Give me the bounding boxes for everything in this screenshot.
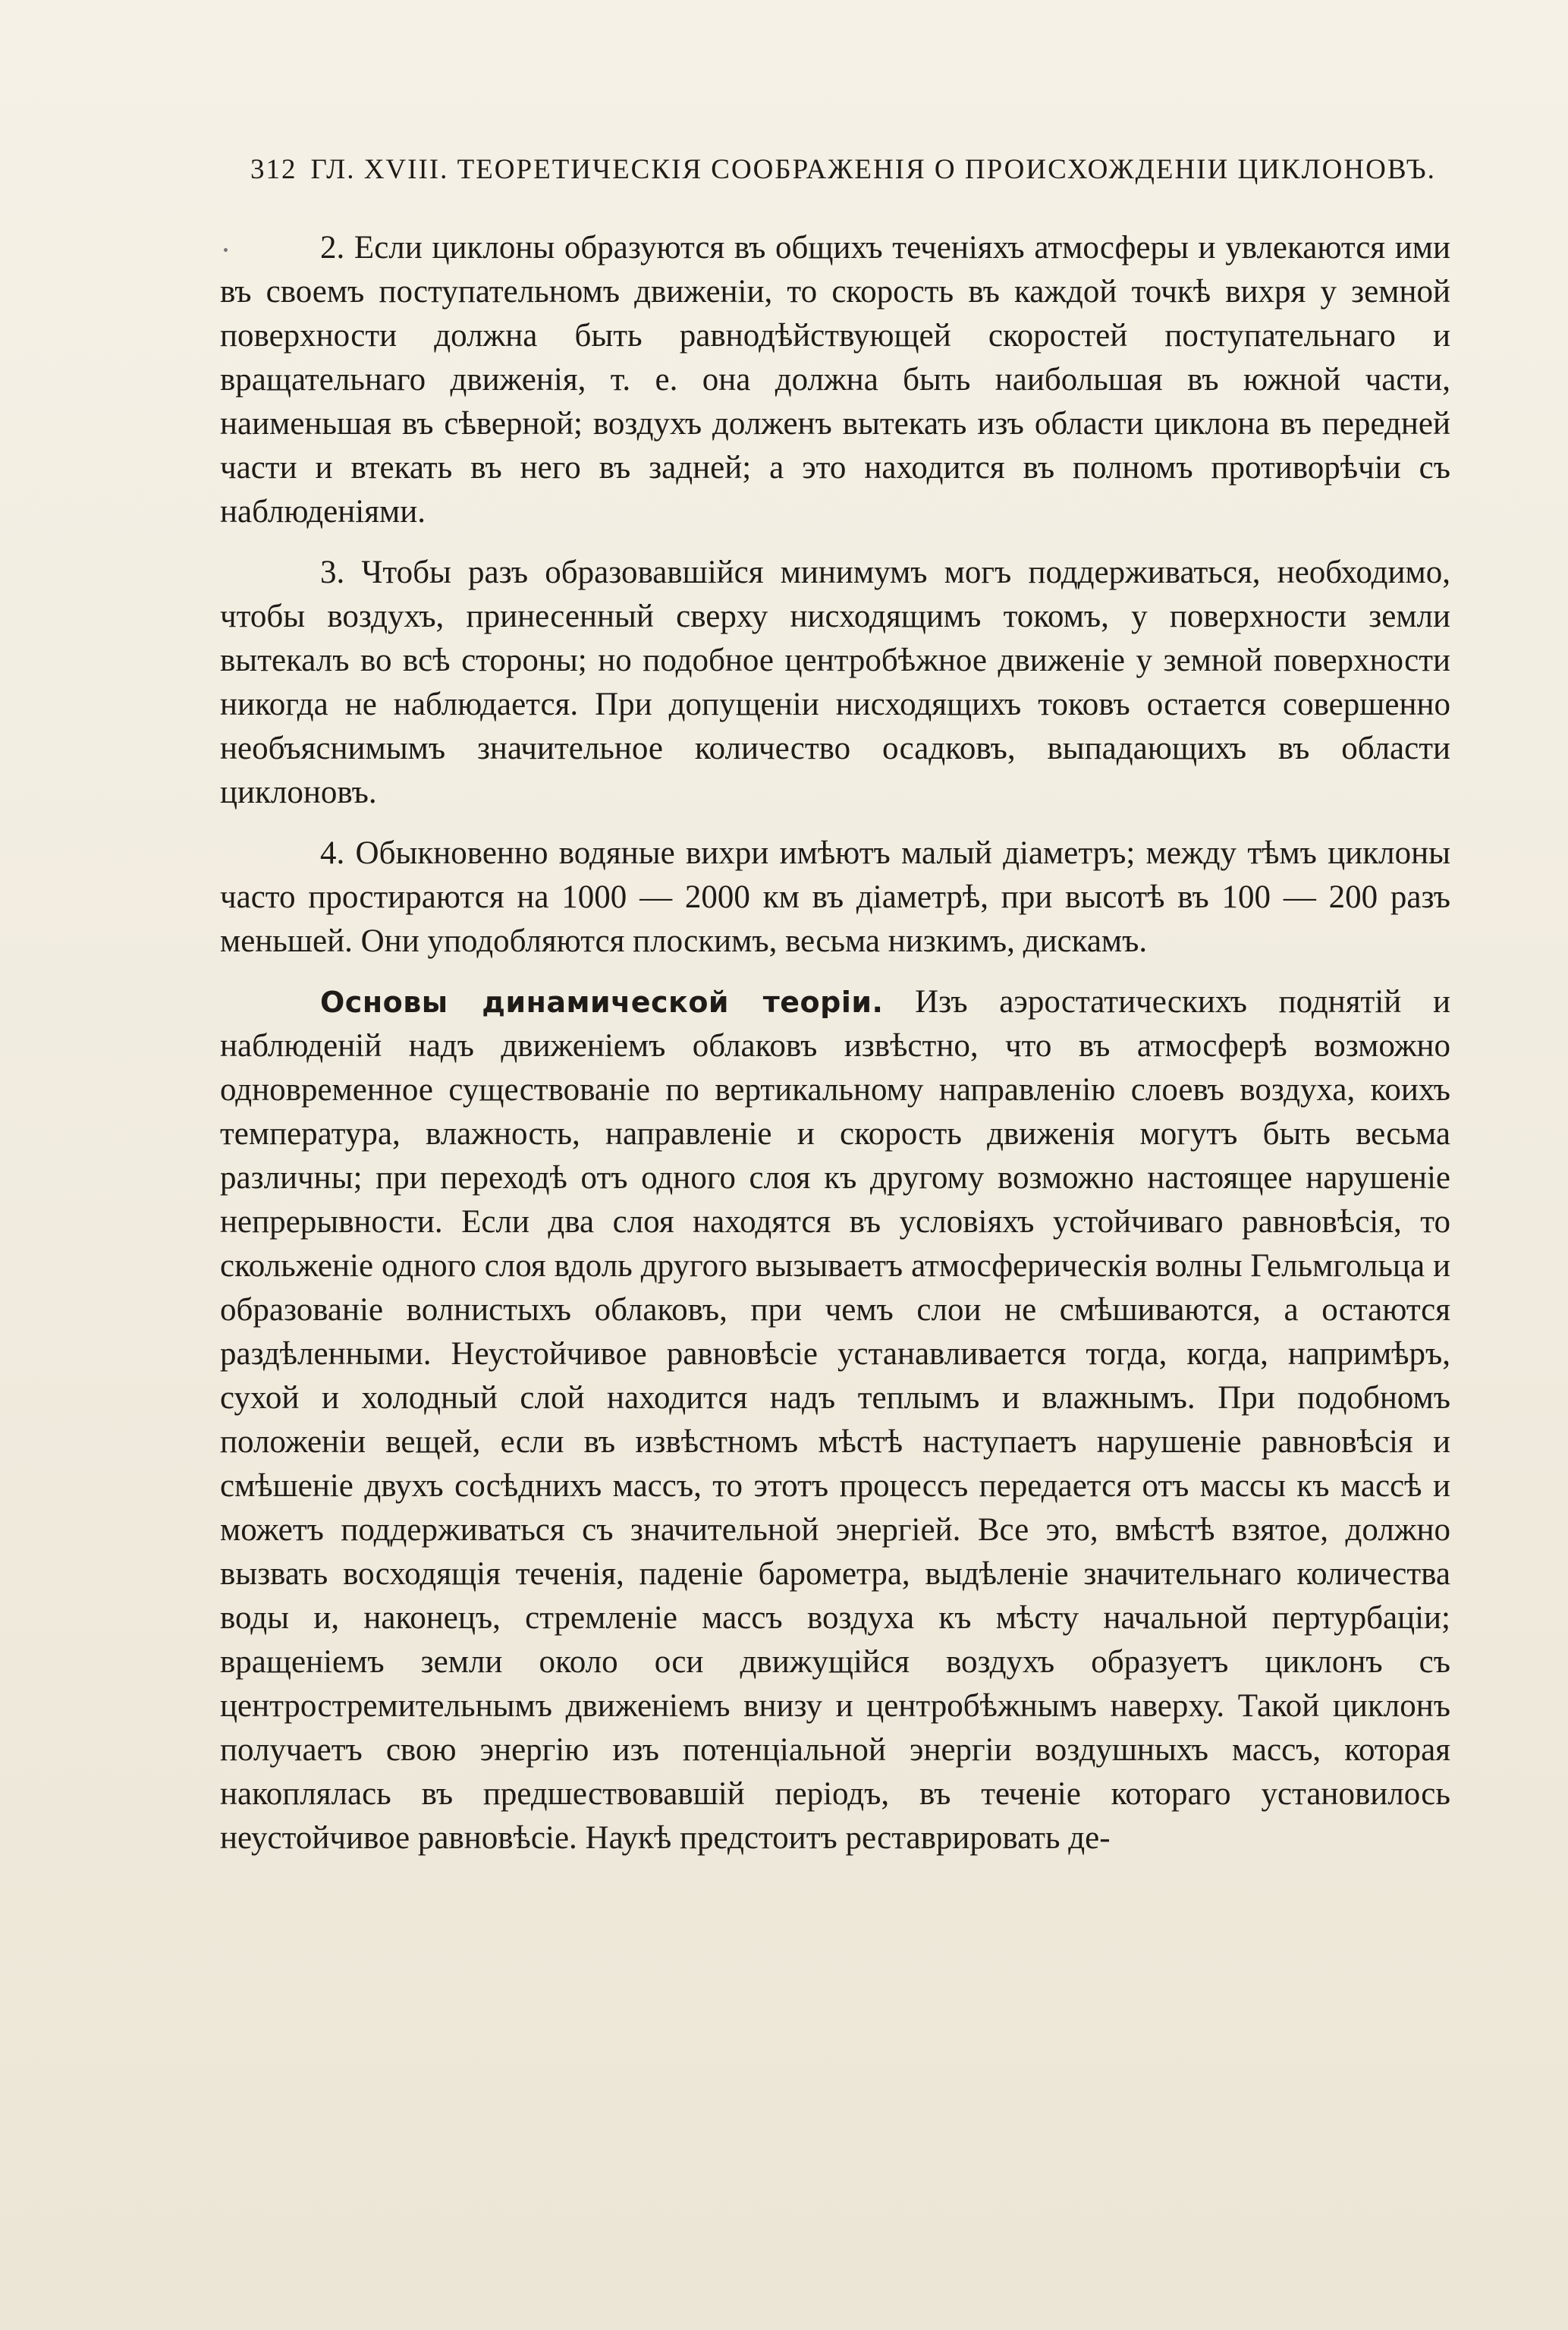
paragraph (220, 226, 1450, 534)
running-header (250, 152, 1460, 188)
paragraph (220, 980, 1450, 1860)
section-heading: Основы динамической теоріи. (320, 986, 884, 1019)
page-number: 312 (250, 154, 297, 185)
paragraph-text: 4. Обыкновенно водяные вихри имѣютъ малый діаметръ; между тѣмъ циклоны часто простираются на 1000 — 2000 км въ діаметрѣ, при высотѣ въ 100 — 200 разъ меньшей. Они уподобляются плоскимъ, весьма низкимъ, дискамъ. (220, 835, 1450, 959)
paragraph-text: Изъ аэростатическихъ поднятій и наблюденій надъ движеніемъ облаковъ извѣстно, что въ атмосферѣ возможно одновременное существованіе по вертикальному направленію слоевъ воздуха, коихъ температура, влажность, направленіе и скорость движенія могутъ быть весьма различны; при переходѣ отъ одного слоя къ другому возможно настоящее нарушеніе непрерывности. Если два слоя находятся въ условіяхъ устойчиваго равновѣсія, то скольженіе одного слоя вдоль другого вызываетъ атмосферическія волны Гельмгольца и образованіе волнистыхъ облаковъ, при чемъ слои не смѣшиваются, а остаются раздѣленными. Неустойчивое равновѣсіе устанавливается тогда, когда, напримѣръ, сухой и холодный слой находится надъ теплымъ и влажнымъ. При подобномъ положеніи вещей, если въ извѣстномъ мѣстѣ наступаетъ нарушеніе равновѣсія и смѣшеніе двухъ сосѣднихъ массъ, то этотъ процессъ передается отъ массы къ массѣ и можетъ поддерживаться съ значительной энергіей. Все это, вмѣстѣ взятое, должно вызвать восходящія теченія, паденіе барометра, выдѣленіе значительнаго количества воды и, наконецъ, стремленіе массъ воздуха къ мѣсту начальной пертурбаціи; вращеніемъ земли около оси движущійся воздухъ образуетъ циклонъ съ центростремительнымъ движеніемъ внизу и центробѣжнымъ наверху. Такой циклонъ получаетъ свою энергію изъ потенціальной энергіи воздушныхъ массъ, которая накоплялась въ предшествовавшій періодъ, въ теченіе котораго установилось неустойчивое равновѣсіе. Наукѣ предстоитъ реставрировать де- (220, 984, 1450, 1856)
page-body (220, 226, 1450, 1877)
paragraph-text: 2. Если циклоны образуются въ общихъ теченіяхъ атмосферы и увлекаются ими въ своемъ поступательномъ движеніи, то скорость въ каждой точкѣ вихря у земной поверхности должна быть равнодѣйствующей скоростей поступательнаго и вращательнаго движенія, т. е. она должна быть наибольшая въ южной части, наименьшая въ сѣверной; воздухъ долженъ вытекать изъ области циклона въ передней части и втекать въ него въ задней; а это находится въ полномъ противорѣчіи съ наблюденіями. (220, 230, 1450, 530)
paragraph (220, 551, 1450, 815)
chapter-title: ГЛ. XVIII. ТЕОРЕТИЧЕСКІЯ СООБРАЖЕНІЯ О ПРОИСХОЖДЕНІИ ЦИКЛОНОВЪ. (310, 154, 1436, 185)
paragraph (220, 832, 1450, 964)
paragraph-text: 3. Чтобы разъ образовавшійся минимумъ могъ поддерживаться, необходимо, чтобы воздухъ, принесенный сверху нисходящимъ токомъ, у поверхности земли вытекалъ во всѣ стороны; но подобное центробѣжное движеніе у земной поверхности никогда не наблюдается. При допущеніи нисходящихъ токовъ остается совершенно необъяснимымъ значительное количество осадковъ, выпадающихъ въ области циклоновъ. (220, 555, 1450, 810)
